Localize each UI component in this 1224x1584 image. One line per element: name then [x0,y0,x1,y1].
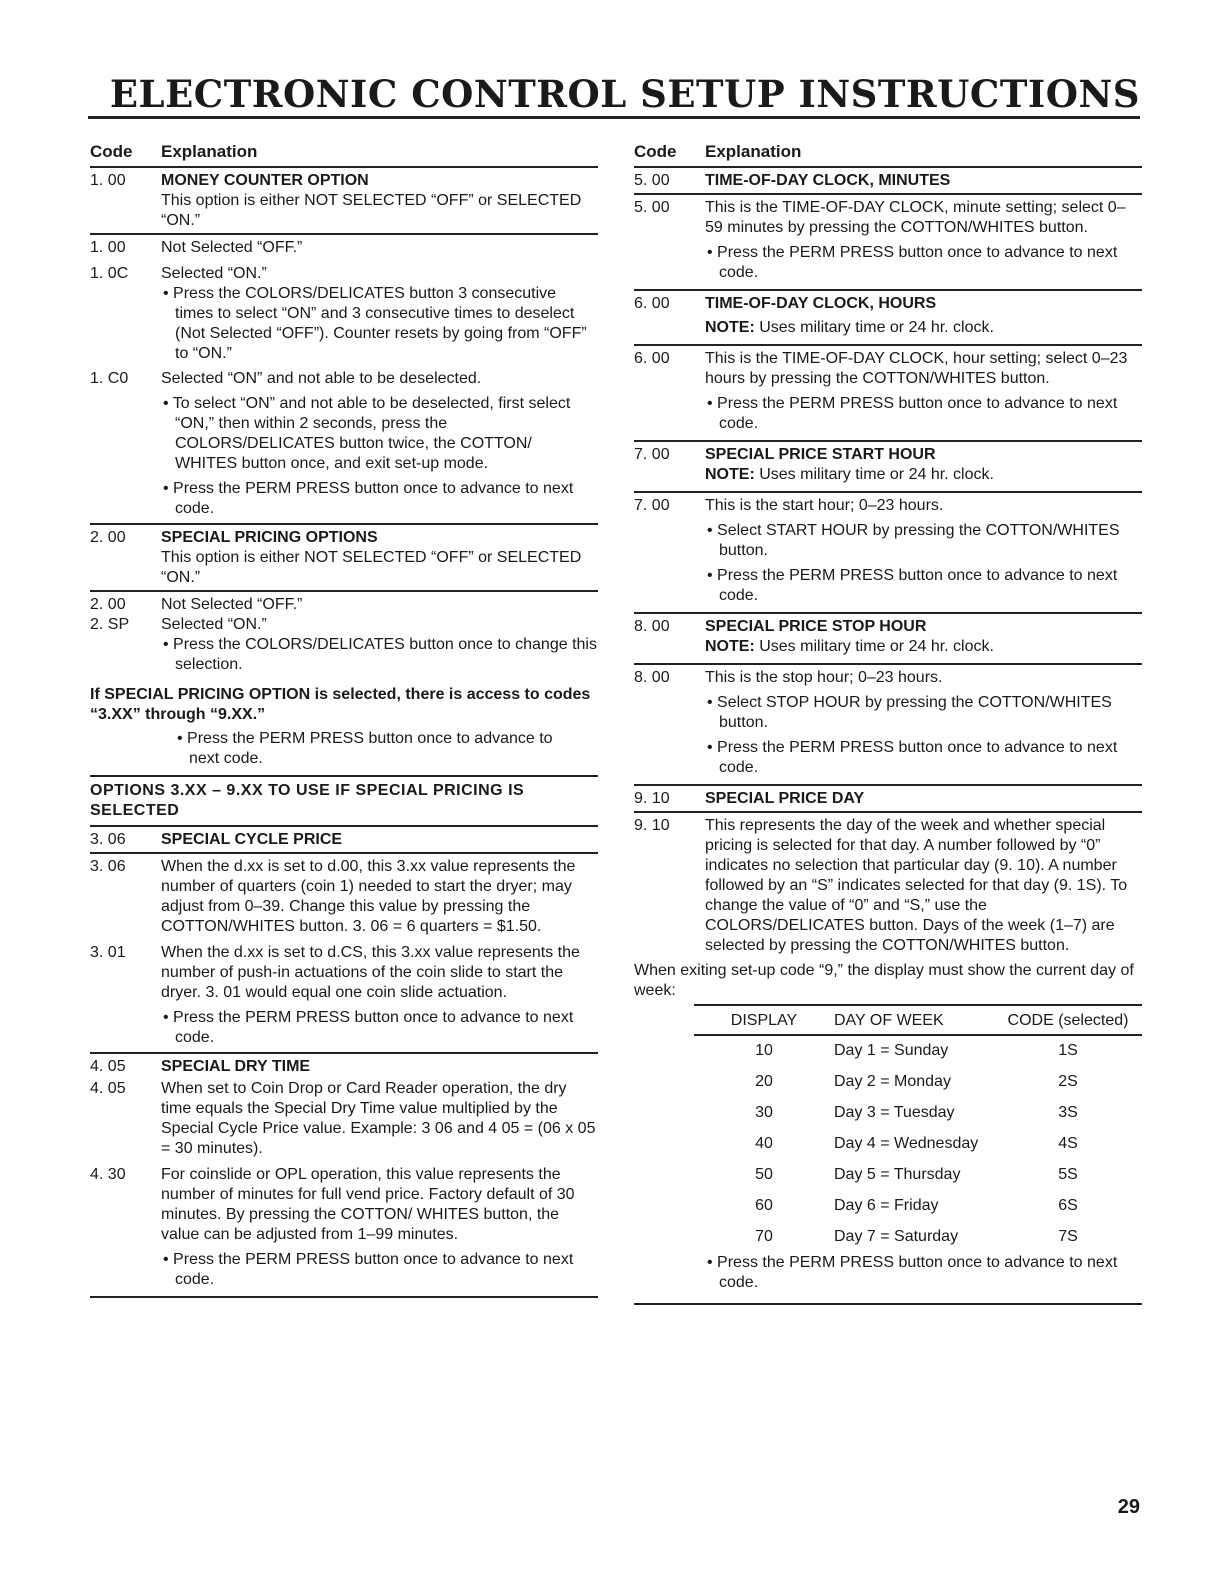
left-column: Code Explanation 1. 00 MONEY COUNTER OPTION This option is either NOT SELECTED “OFF” or SELECTED “ON.” 1. 00 Not Selected “OFF.” 1. 0C Selected “ON.” • Press the COLORS/DELICATES button 3 consecutive times to select “ON” and 3 consecutive times to deselect (Not Selected “OFF”). Counter resets by going from “OFF” to “ON.” 1. C0 Selected “ON” and not able to be deselected. • To select “ON” and not able to be deselected, first select “ON,” then within 2 seconds, press the COLORS/DELICATES button twice, the COTTON/ WHITES button once, and exit set-up mode. • Press the PERM PRESS button once to advance to next code. 2. 00 SPECIAL PRICING OPTIONS This option is either NOT SELECTED “OFF” or SELECTED “ON.” 2. 00 Not Selected “OFF.” 2. SP Selected “ON.” • Press the COLORS/DELICATES button once to change this selection. If SPECIAL PRICING OPTION is selected, there is access to codes “3.XX” through “9.XX.” • Press the PERM PRESS button once to advance to next code. OPTIONS 3.XX – 9.XX TO USE IF SPECIAL PRICING IS SELECTED 3. 06 SPECIAL CYCLE PRICE 3. 06 When the d.xx is set to d.00, this 3.xx value represents the number of quarters (coin 1) needed to start the dryer; may adjust from 0–39. Change this value by pressing the COTTON/WHITES button. 3. 06 = 6 quarters = $1.50. 3. 01 When the d.xx is set to d.CS, this 3.xx value represents the number of push-in actuations of the coin slide to start the dryer. 3. 01 would equal one coin slide actuation. • Press the PERM PRESS button once to advance to next code. 4. 05 SPECIAL DRY TIME 4. 05 When set to Coin Drop or Card Reader operation, the dry time equals the Special Dry Time value multiplied by the Special Cycle Price value. Example: 3 06 and 4 05 = (06 x 05 = 30 minutes). 4. 30 For coinslide or OPL operation, this value represents the number of minutes for full vend price. Factory default of 30 minutes. By pressing the COTTON/ WHITES button, the value can be adjusted from 1–99 minutes. • Press the PERM PRESS button once to advance to next code. [90,140,598,1298]
code-selected-header: CODE (selected) [994,1006,1142,1035]
row-text: This is the TIME-OF-DAY CLOCK, minute setting; select 0–59 minutes by pressing the COTTON/WHITES button. [705,199,1126,236]
code-value: 4. 05 [90,1080,126,1097]
code-value: 2. SP [90,616,130,633]
code-value: 9. 10 [634,790,670,807]
row-text: When the d.xx is set to d.00, this 3.xx value represents the number of quarters (coin 1) needed to start the dryer; may adjust from 0–39. Change this value by pressing the COTTON/WHITES button. 3. 06 = 6 quarters = $1.50. [161,858,576,935]
code-value: 6. 00 [634,295,670,312]
table-header-row [694,1006,1142,1035]
table-row: 40 Day 4 = Wednesday 4S [755,1135,1078,1152]
code-value: 1. 0C [90,265,129,282]
row-text: When set to Coin Drop or Card Reader operation, the dry time equals the Special Dry Time value multiplied by the Special Cycle Price value. Example: 3 06 and 4 05 = (06 x 05 = 30 minutes). [161,1080,596,1157]
section-title: SPECIAL PRICE START HOUR [705,446,936,463]
note-text: Uses military time or 24 hr. clock. [754,638,994,655]
code-row: 8. 00 This is the stop hour; 0–23 hours. • Select STOP HOUR by pressing the COTTON/WHITES button. • Press the PERM PRESS button once to advance to next code. [634,665,1142,784]
code-row [90,1079,598,1159]
row-text: Selected “ON” and not able to be deselected. [161,370,482,387]
code-row: 1. 0C Selected “ON.” • Press the COLORS/DELICATES button 3 consecutive times to select “ON” and 3 consecutive times to deselect (Not Selected “OFF”). Counter resets by going from “OFF” to “ON.” [90,260,598,364]
bullet-text: Press the COLORS/DELICATES button once to change this selection. [173,636,597,673]
code-value: 2. 00 [90,596,126,613]
right-column: Code Explanation 5. 00 TIME-OF-DAY CLOCK, MINUTES 5. 00 This is the TIME-OF-DAY CLOCK, minute setting; select 0–59 minutes by pressing the COTTON/WHITES button. • Press the PERM PRESS button once to advance to next code. 6. 00 TIME-OF-DAY CLOCK, HOURS NOTE: Uses military time or 24 hr. clock. 6. 00 This is the TIME-OF-DAY CLOCK, hour setting; select 0–23 hours by pressing the COTTON/WHITES button. • Press the PERM PRESS button once to advance to next code. 7. 00 SPECIAL PRICE START HOUR NOTE: Uses military time or 24 hr. clock. 7. 00 This is the start hour; 0–23 hours. • Select START HOUR by pressing the COTTON/WHITES button. • Press the PERM PRESS button once to advance to next code. 8. 00 SPECIAL PRICE STOP HOUR NOTE: Uses military time or 24 hr. clock. 8. 00 This is the stop hour; 0–23 hours. • Select STOP HOUR by pressing the COTTON/WHITES button. • Press the PERM PRESS button once to advance to next code. 9. 10 SPECIAL PRICE DAY 9. 10 This represents the day of the week and whether special pricing is selected for that day. A number followed by “0” indicates no selection that particular day (9. 10). A number followed by an “S” indicates selected for that day (9. 1S). To change the value of “0” and “S,” use the COLORS/DELICATES button. Days of the week (1–7) are selected by pressing the COTTON/WHITES button. When exiting set-up code “9,” the display must show the current day of week: DISPLAY DAY OF WEEK CODE (selected) 10 Day 1 = Sunday 1S 20 Day 2 = Monday 2S 30 Day 3 = Tuesday 3S 40 Day 4 = Wednesday 4S 50 Day 5 = Thursday 5S 60 Day 6 = Friday 6S 70 Day 7 = Saturday 7S • Press the PERM PRESS button once to advance to next code. [634,140,1142,1305]
code-row [90,525,598,590]
code-row: 5. 00 This is the TIME-OF-DAY CLOCK, minute setting; select 0–59 minutes by pressing the COTTON/WHITES button. • Press the PERM PRESS button once to advance to next code. [634,195,1142,289]
section-title: SPECIAL DRY TIME [161,1058,311,1075]
row-text: This is the start hour; 0–23 hours. [705,497,944,514]
bullet-text: Press the PERM PRESS button once to advance to next code. [717,395,1118,432]
section-title: SPECIAL PRICE STOP HOUR [705,618,927,635]
code-value: 2. 00 [90,529,126,546]
section-title: TIME-OF-DAY CLOCK, MINUTES [705,172,951,189]
code-row: 2. SP Selected “ON.” • Press the COLORS/DELICATES button once to change this selection. [90,616,597,673]
access-note: If SPECIAL PRICING OPTION is selected, there is access to codes “3.XX” through “9.XX.” [90,686,591,723]
exit-text: When exiting set-up code “9,” the display must show the current day of week: [634,962,1134,999]
note-label: NOTE: [705,319,755,336]
code-row: 1. C0 Selected “ON” and not able to be deselected. • To select “ON” and not able to be deselected, first select “ON,” then within 2 seconds, press the COLORS/DELICATES button twice, the COTTON/ WHITES button once, and exit set-up mode. • Press the PERM PRESS button once to advance to next code. [90,364,598,523]
code-row [634,442,1142,491]
code-row [90,1054,598,1079]
explanation-header: Explanation [705,142,802,161]
bullet-text: Press the PERM PRESS button once to advance to next code. [717,567,1118,604]
note-label: NOTE: [705,638,755,655]
note-text: Uses military time or 24 hr. clock. [754,466,994,483]
code-row: 7. 00 This is the start hour; 0–23 hours. • Select START HOUR by pressing the COTTON/WHITES button. • Press the PERM PRESS button once to advance to next code. [634,493,1142,612]
day-header: DAY OF WEEK [834,1006,994,1035]
row-text: For coinslide or OPL operation, this value represents the number of minutes for full vend price. Factory default of 30 minutes. By pressing the COTTON/ WHITES button, the value can be adjusted from 1–99 minutes. [161,1166,575,1243]
display-header: DISPLAY [694,1006,834,1035]
section-title: MONEY COUNTER OPTION [161,172,369,189]
row-text: This option is either NOT SELECTED “OFF” or SELECTED “ON.” [161,192,582,229]
code-header: Code [634,142,677,161]
row-text: This option is either NOT SELECTED “OFF” or SELECTED “ON.” [161,549,582,586]
table-row: 70 Day 7 = Saturday 7S [755,1228,1078,1245]
explanation-header: Explanation [161,142,258,161]
code-value: 5. 00 [634,199,670,216]
bullet-text: To select “ON” and not able to be deselected, first select “ON,” then within 2 seconds, press the COLORS/DELICATES button twice, the COTTON/ WHITES button once, and exit set-up mode. [172,395,571,472]
bullet-text: Press the PERM PRESS button once to advance to next code. [717,244,1118,281]
code-value: 4. 30 [90,1166,126,1183]
code-row [90,168,598,233]
code-header: Code [90,142,133,161]
row-text: Selected “ON.” [161,265,267,282]
code-value: 3. 06 [90,831,126,848]
bullet-text: Press the PERM PRESS button once to advance to next code. [173,1009,574,1046]
section-title: SPECIAL CYCLE PRICE [161,831,343,848]
code-row [634,614,1142,663]
code-value: 7. 00 [634,446,670,463]
code-row: 4. 30 For coinslide or OPL operation, this value represents the number of minutes for full vend price. Factory default of 30 minutes. By pressing the COTTON/ WHITES button, the value can be adjusted from 1–99 minutes. • Press the PERM PRESS button once to advance to next code. [90,1159,598,1296]
row-text: This represents the day of the week and whether special pricing is selected for that day. A number followed by “0” indicates no selection that particular day (9. 10). A number followed by an “S” indicates selected for that day (9. 1S). To change the value of “0” and “S,” use the COLORS/DELICATES button. Days of the week (1–7) are selected by pressing the COTTON/WHITES button. [705,817,1128,954]
page-title: ELECTRONIC CONTROL SETUP INSTRUCTIONS [88,72,1140,119]
page-number: 29 [1117,1496,1140,1518]
table-row: 20 Day 2 = Monday 2S [755,1073,1078,1090]
bullet-text: Press the PERM PRESS button once to advance to next code. [173,1251,574,1288]
bullet-text: Press the PERM PRESS button once to advance to next code. [717,739,1118,776]
bullet-text: Press the PERM PRESS button once to advance to next code. [717,1254,1118,1291]
row-text: Not Selected “OFF.” [161,239,303,256]
bullet-text: Select START HOUR by pressing the COTTON/WHITES button. [717,522,1120,559]
table-row: 30 Day 3 = Tuesday 3S [755,1104,1078,1121]
code-row: 6. 00 This is the TIME-OF-DAY CLOCK, hour setting; select 0–23 hours by pressing the COTTON/WHITES button. • Press the PERM PRESS button once to advance to next code. [634,346,1142,440]
code-value: 4. 05 [90,1058,126,1075]
section-title: SPECIAL PRICE DAY [705,790,865,807]
code-value: 3. 06 [90,858,126,875]
code-value: 8. 00 [634,669,670,686]
bullet-text: Press the PERM PRESS button once to advance to next code. [187,730,553,767]
bullet-text: Press the PERM PRESS button once to advance to next code. [173,480,574,517]
bullet-text: Press the COLORS/DELICATES button 3 consecutive times to select “ON” and 3 consecutive times to deselect (Not Selected “OFF”). Counter resets by going from “OFF” to “ON.” [173,285,587,362]
code-row [90,592,598,615]
code-value: 7. 00 [634,497,670,514]
options-heading: OPTIONS 3.XX – 9.XX TO USE IF SPECIAL PRICING IS SELECTED [90,782,525,819]
code-value: 1. 00 [90,239,126,256]
column-header [634,140,1142,168]
code-value: 1. C0 [90,370,129,387]
table-row: 10 Day 1 = Sunday 1S [755,1042,1078,1059]
code-row [634,168,1142,193]
code-row [634,786,1142,811]
code-value: 5. 00 [634,172,670,189]
row-text: This is the stop hour; 0–23 hours. [705,669,943,686]
code-row [90,827,598,852]
bullet-text: Select STOP HOUR by pressing the COTTON/WHITES button. [717,694,1112,731]
code-row [90,235,598,260]
row-text: When the d.xx is set to d.CS, this 3.xx value represents the number of push-in actuations of the coin slide to start the dryer. 3. 01 would equal one coin slide actuation. [161,944,580,1001]
row-text: Not Selected “OFF.” [161,596,303,613]
table-row: 50 Day 5 = Thursday 5S [755,1166,1078,1183]
code-value: 1. 00 [90,172,126,189]
day-of-week-table [694,1006,1142,1253]
code-row [634,813,1142,958]
section-title: TIME-OF-DAY CLOCK, HOURS [705,295,937,312]
code-value: 6. 00 [634,350,670,367]
code-row [634,291,1142,344]
row-text: Selected “ON.” [161,616,267,633]
note-text: Uses military time or 24 hr. clock. [754,319,994,336]
note-label: NOTE: [705,466,755,483]
section-title: SPECIAL PRICING OPTIONS [161,529,378,546]
code-row: 3. 01 When the d.xx is set to d.CS, this 3.xx value represents the number of push-in actuations of the coin slide to start the dryer. 3. 01 would equal one coin slide actuation. • Press the PERM PRESS button once to advance to next code. [90,939,598,1052]
code-row [90,854,598,939]
code-value: 3. 01 [90,944,126,961]
code-value: 8. 00 [634,618,670,635]
code-value: 9. 10 [634,817,670,834]
table-row: 60 Day 6 = Friday 6S [755,1197,1078,1214]
column-header [90,140,598,168]
row-text: This is the TIME-OF-DAY CLOCK, hour setting; select 0–23 hours by pressing the COTTON/WHITES button. [705,350,1128,387]
